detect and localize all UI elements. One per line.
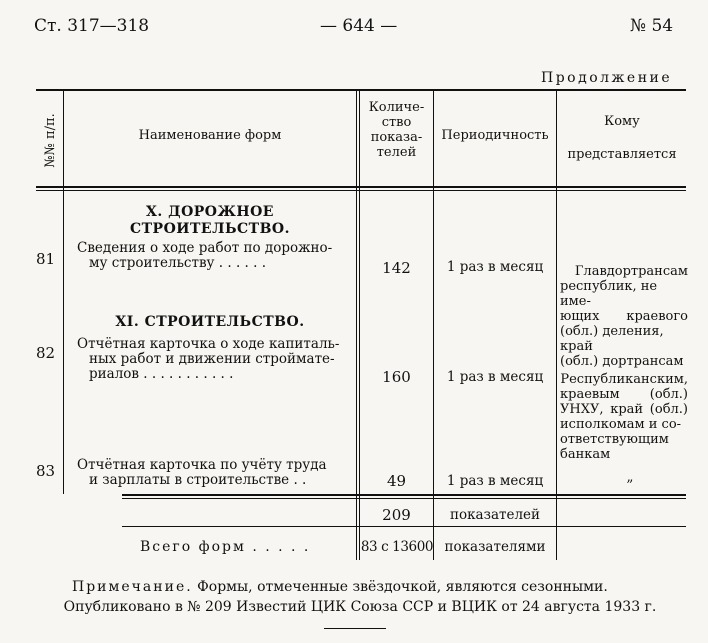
publication-note: Опубликовано в № 209 Известий ЦИК Союза ССР и ВЦИК от 24 августа 1933 г. xyxy=(63,599,657,615)
row-form-name: Сведения о ходе работ по дорожно- му строительству . . . . . . xyxy=(77,240,333,271)
total-forms-label: Всего форм . . . . . xyxy=(140,539,311,555)
row-number: 82 xyxy=(36,344,56,362)
total-forms-count: 83 с 13600 xyxy=(360,539,434,555)
col-divider-count xyxy=(433,90,434,560)
totals-mid-rule xyxy=(122,526,686,527)
row-number: 83 xyxy=(36,462,56,480)
section-title-road: X. ДОРОЖНОЕ СТРОИТЕЛЬСТВО. xyxy=(130,204,290,237)
footnote: Примечание. Формы, отмеченные звёздочкой, являются сезонными. xyxy=(72,579,608,595)
header-periodicity: Периодичность xyxy=(441,128,549,143)
row-recipient-ditto: „ xyxy=(626,469,634,485)
header-to-whom: Кому представляется xyxy=(567,114,677,162)
total-forms-label2: показателями xyxy=(444,539,546,555)
totals-top-rule-2 xyxy=(122,498,686,499)
row-form-name: Отчётная карточка о ходе капиталь- ных работ и движении строймате- риалов . . . . . . . . . . . xyxy=(77,336,340,382)
page-number: — 644 — xyxy=(320,16,398,36)
row-recipient: Главдортрансам республик, не име- ющих краевого (обл.) деления, край (обл.) дортрансам xyxy=(560,264,688,369)
table-top-rule xyxy=(36,89,686,91)
row-number: 81 xyxy=(36,250,56,268)
row-count: 142 xyxy=(382,259,411,277)
footer-rule xyxy=(324,628,386,629)
row-periodicity: 1 раз в месяц xyxy=(446,369,544,385)
col-divider-name-a xyxy=(356,90,357,560)
header-count: Количе- ство показа- телей xyxy=(368,100,425,160)
row-recipient: Республиканским, краевым (обл.) УНХУ, край (обл.) исполкомам и со- ответствующим банкам xyxy=(560,372,688,462)
row-count: 49 xyxy=(386,472,407,490)
header-rule-1 xyxy=(36,186,686,188)
row-periodicity: 1 раз в месяц xyxy=(446,473,544,489)
columns-reference: Ст. 317—318 xyxy=(34,16,150,36)
total-indicators-label: показателей xyxy=(449,507,541,523)
row-periodicity: 1 раз в месяц xyxy=(446,259,544,275)
row-count: 160 xyxy=(382,368,411,386)
header-name: Наименование форм xyxy=(138,128,282,143)
header-rule-2 xyxy=(36,190,686,191)
document-number: № 54 xyxy=(630,16,674,36)
section-title-construction: XI. СТРОИТЕЛЬСТВО. xyxy=(115,314,305,330)
totals-top-rule xyxy=(122,494,686,496)
header-num: №№ п/п. xyxy=(42,112,58,168)
total-indicators-count: 209 xyxy=(382,506,411,524)
continuation-label: Продолжение xyxy=(541,70,673,86)
row-form-name: Отчётная карточка по учёту труда и зарплаты в строительстве . . xyxy=(77,457,327,488)
